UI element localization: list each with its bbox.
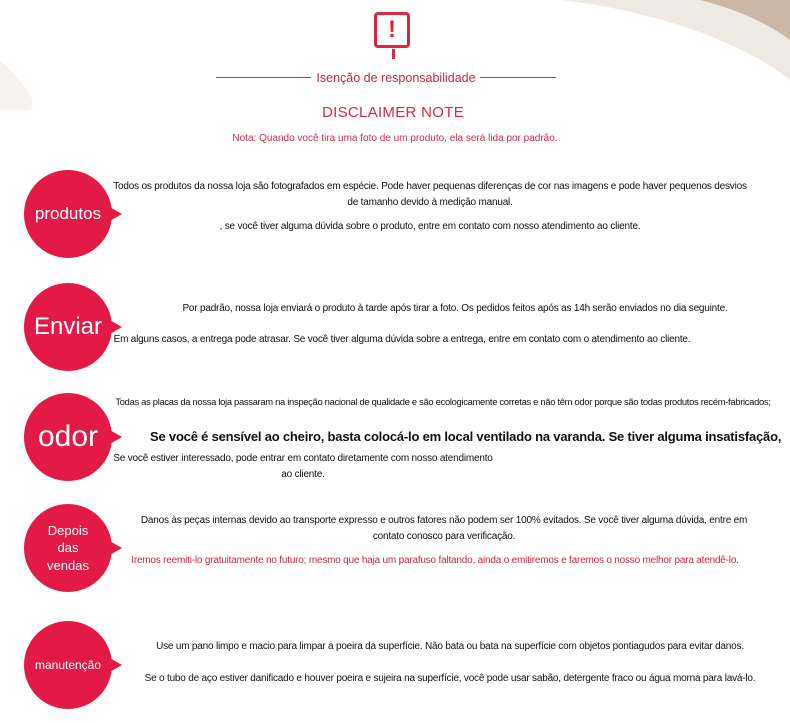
section-text-line: Todos os produtos da nossa loja são fotografados em espécie. Pode haver pequenas diferenças de cor nas imagens e pode haver pequenos desvios de tamanho devido à medição manual.	[113, 181, 747, 208]
section-enviar	[0, 282, 790, 374]
disclaimer-title: DISCLAIMER NOTE	[321, 104, 465, 121]
section-text-line: Se você é sensível ao cheiro, basta colocá-lo em local ventilado na varanda. Se tiver alguma insatisfação,	[150, 429, 782, 444]
section-text-line: Em alguns casos, a entrega pode atrasar. Se você tiver alguma dúvida sobre a entrega, entre em contato com o atendimento ao cliente.	[113, 334, 691, 345]
divider-right	[480, 77, 556, 78]
section-text-line: Se o tubo de aço estiver danificado e houver poeira e sujeira na superfície, você pode usar sabão, detergente fraco ou água morna para lavá-lo.	[144, 673, 756, 684]
section-text-line: Danos às peças internas devido ao transporte expresso e outros fatores não podem ser 100% evitados. Se você tiver alguma dúvida, entre em contato conosco para verificação.	[140, 515, 748, 542]
section-depois-das-vendas	[0, 502, 790, 602]
disclaimer-note: Nota: Quando você tira uma foto de um produto, ela será lida por padrão.	[232, 133, 558, 144]
section-label-enviar: Enviar	[24, 283, 112, 371]
section-label-odor: odor	[24, 393, 112, 481]
section-odor	[0, 392, 790, 492]
disclaimer-subtitle: Isenção de responsabilidade	[316, 71, 476, 85]
section-label-manutencao: manutenção	[24, 621, 112, 709]
section-text-line: Todas as placas da nossa loja passaram na inspeção nacional de qualidade e são ecologicamente corretas e não têm odor porque são todas produtos recém-fabricados;	[115, 396, 771, 407]
divider-left	[216, 77, 311, 78]
section-label-depois-das-vendas: Depois das vendas	[24, 504, 112, 592]
section-text-line: Iremos reemiti-lo gratuitamente no futuro; mesmo que haja um parafuso faltando, ainda o emitiremos e faremos o nosso melhor para atendê-lo.	[131, 555, 739, 566]
section-manutencao	[0, 618, 790, 718]
section-produtos	[0, 168, 790, 260]
disclaimer-header	[0, 0, 790, 150]
section-text-line: Use um pano limpo e macio para limpar a poeira da superfície. Não bata ou bata na superfície com objetos pontiagudos para evitar danos.	[156, 641, 744, 652]
section-text-line: Se você estiver interessado, pode entrar em contato diretamente com nosso atendimento ao cliente.	[113, 453, 493, 480]
exclamation-warning-icon: !	[374, 12, 410, 48]
section-text-line: Por padrão, nossa loja enviará o produto à tarde após tirar a foto. Os pedidos feitos após as 14h serão enviados no dia seguinte.	[182, 303, 728, 314]
section-text-line: , se você tiver alguma dúvida sobre o produto, entre em contato com nosso atendimento ao cliente.	[219, 221, 641, 232]
section-label-produtos: produtos	[24, 170, 112, 258]
